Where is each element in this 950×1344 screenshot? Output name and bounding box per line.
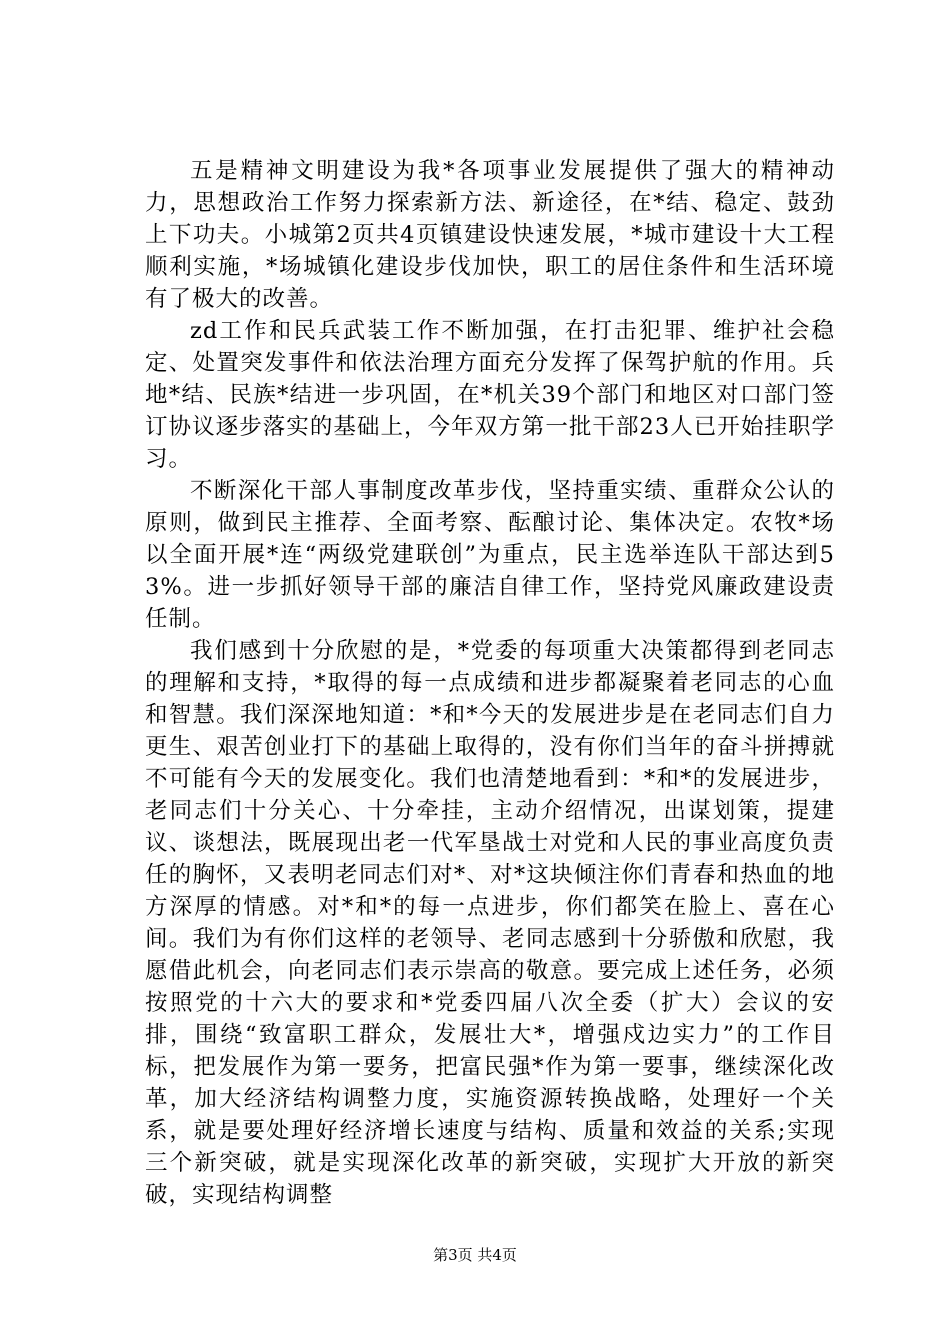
page-footer: 第3页 共4页 bbox=[433, 1246, 517, 1264]
document-body bbox=[145, 155, 835, 1211]
paragraph-personnel-reform: 不断深化干部人事制度改革步伐，坚持重实绩、重群众公认的原则，做到民主推荐、全面考察、酝酿讨论、集体决定。农牧*场以全面开展*连“两级党建联创”为重点，民主选举连队干部达到53%。进一步抓好领导干部的廉洁自律工作，坚持党风廉政建设责任制。 bbox=[145, 478, 835, 632]
paragraph-militia-work: zd工作和民兵武装工作不断加强，在打击犯罪、维护社会稳定、处置突发事件和依法治理方面充分发挥了保驾护航的作用。兵地*结、民族*结进一步巩固，在*机关39个部门和地区对口部门签订协议逐步落实的基础上，今年双方第一批干部23人已开始挂职学习。 bbox=[145, 318, 835, 472]
paragraph-spiritual-civilization: 五是精神文明建设为我*各项事业发展提供了强大的精神动力，思想政治工作努力探索新方法、新途径，在*结、稳定、鼓劲上下功夫。小城第2页共4页镇建设快速发展，*城市建设十大工程顺利实施，*场城镇化建设步伐加快，职工的居住条件和生活环境有了极大的改善。 bbox=[145, 158, 835, 312]
paragraph-veteran-comrades: 我们感到十分欣慰的是，*党委的每项重大决策都得到老同志的理解和支持，*取得的每一点成绩和进步都凝聚着老同志的心血和智慧。我们深深地知道：*和*今天的发展进步是在老同志们自力更生、艰苦创业打下的基础上取得的，没有你们当年的奋斗拼搏就不可能有今天的发展变化。我们也清楚地看到：*和*的发展进步，老同志们十分关心、十分牵挂，主动介绍情况，出谋划策，提建议、谈想法，既展现出老一代军垦战士对党和人民的事业高度负责任的胸怀，又表明老同志们对*、对*这块倾注你们青春和热血的地方深厚的情感。对*和*的每一点进步，你们都笑在脸上、喜在心间。我们为有你们这样的老领导、老同志感到十分骄傲和欣慰，我愿借此机会，向老同志们表示崇高的敬意。要完成上述任务，必须按照党的十六大的要求和*党委四届八次全委（扩大）会议的安排，围绕“致富职工群众，发展壮大*，增强戍边实力”的工作目标，把发展作为第一要务，把富民强*作为第一要事，继续深化改革，加大经济结构调整力度，实施资源转换战略，处理好一个关系，就是要处理好经济增长速度与结构、质量和效益的关系;实现三个新突破，就是实现深化改革的新突破，实现扩大开放的新突破，实现结构调整 bbox=[145, 638, 835, 1208]
